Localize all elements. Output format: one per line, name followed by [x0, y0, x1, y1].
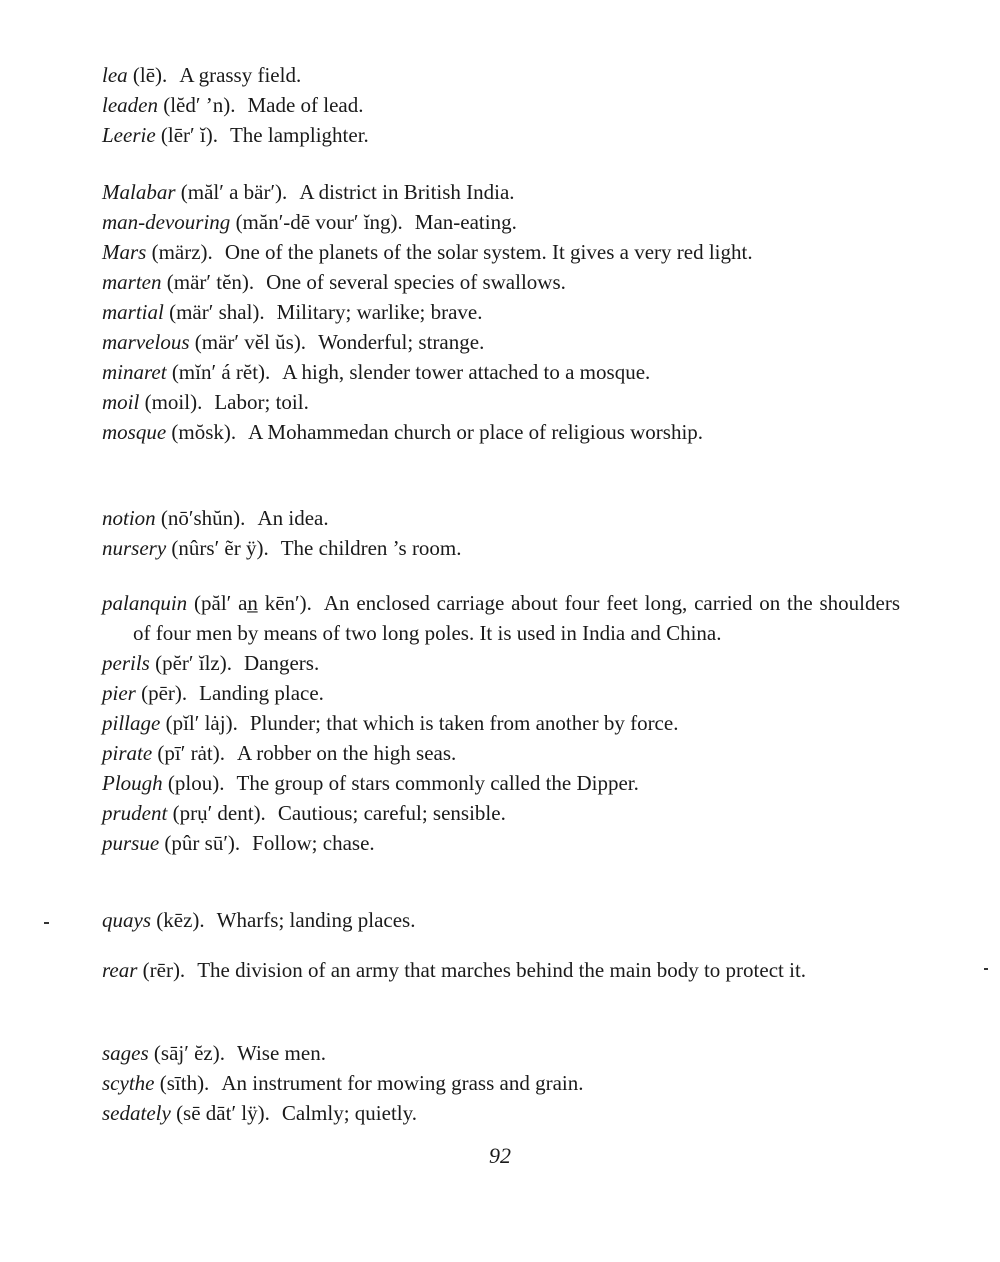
glossary-entry [102, 708, 900, 738]
entry-pronunciation: (nō′shŭn). [160, 506, 246, 530]
entry-word: perils [102, 651, 150, 675]
glossary-entry [102, 417, 900, 447]
entry-word: pirate [102, 741, 153, 765]
entry-pronunciation: (măn′-dē vour′ ĭng). [235, 210, 403, 234]
entry-pronunciation: (mĭn′ á rĕt). [171, 360, 271, 384]
entry-word: Leerie [102, 123, 156, 147]
glossary-entry [102, 955, 900, 985]
entry-pronunciation: (pēr). [141, 681, 188, 705]
entry-pronunciation: (sē dāt′ lÿ). [176, 1101, 270, 1125]
glossary-entry [102, 237, 900, 267]
glossary-entry [102, 177, 900, 207]
entry-pronunciation: (mär′ shal). [169, 300, 265, 324]
entries-m [102, 177, 900, 447]
entry-word: Malabar [102, 180, 176, 204]
entry-definition: Cautious; careful; sensible. [277, 801, 506, 825]
entry-pronunciation: (nûrs′ ẽr ÿ). [171, 536, 269, 560]
entry-word: leaden [102, 93, 158, 117]
entry-definition: An enclosed carriage about four feet long, carried on the shoulders of four men by means of two long poles. It is used in India and China. [133, 591, 900, 645]
entry-pronunciation: (mär′ tĕn). [166, 270, 255, 294]
glossary-entry [102, 207, 900, 237]
entry-word: pier [102, 681, 136, 705]
entry-pronunciation: (sīth). [159, 1071, 210, 1095]
entry-pronunciation: (mär′ vĕl ŭs). [194, 330, 307, 354]
glossary-entry [102, 387, 900, 417]
glossary-entry [102, 1068, 900, 1098]
entry-definition: A Mohammedan church or place of religious worship. [248, 420, 704, 444]
entry-definition: Calmly; quietly. [281, 1101, 418, 1125]
entry-pronunciation: (măl′ a bär′). [180, 180, 288, 204]
glossary-entry [102, 503, 900, 533]
page-number: 92 [489, 1143, 511, 1168]
entry-pronunciation: (moil). [144, 390, 203, 414]
entry-pronunciation: (prụ′ dent). [172, 801, 266, 825]
entry-pronunciation: (pī′ rȧt). [157, 741, 225, 765]
entry-pronunciation: (mŏsk). [171, 420, 237, 444]
glossary-entry [102, 297, 900, 327]
entry-word: mosque [102, 420, 167, 444]
entry-definition: Made of lead. [247, 93, 364, 117]
entries-p [102, 588, 900, 858]
glossary-entry [102, 905, 900, 935]
entries-n [102, 503, 900, 563]
glossary-entry [102, 828, 900, 858]
entry-definition: A high, slender tower attached to a mosque. [282, 360, 651, 384]
entry-definition: Military; warlike; brave. [276, 300, 483, 324]
entry-word: man-devouring [102, 210, 231, 234]
entry-word: lea [102, 63, 128, 87]
entry-definition: Labor; toil. [214, 390, 309, 414]
glossary-entry [102, 648, 900, 678]
entry-definition: An instrument for mowing grass and grain. [221, 1071, 584, 1095]
glossary-entry [102, 678, 900, 708]
entries-l [102, 60, 900, 150]
glossary-entry [102, 60, 900, 90]
glossary-entry [102, 357, 900, 387]
entry-word: nursery [102, 536, 167, 560]
entry-word: marvelous [102, 330, 190, 354]
entry-pronunciation: (kēz). [156, 908, 205, 932]
glossary-entry [102, 533, 900, 563]
entry-definition: A grassy field. [179, 63, 302, 87]
glossary-entry [102, 798, 900, 828]
entry-definition: The lamplighter. [229, 123, 369, 147]
entry-definition: A robber on the high seas. [237, 741, 457, 765]
entries-r [102, 955, 900, 985]
glossary-entry [102, 90, 900, 120]
entry-definition: The group of stars commonly called the Dipper. [236, 771, 639, 795]
entry-pronunciation: (pûr sū′). [164, 831, 241, 855]
glossary-entry [102, 1038, 900, 1068]
entry-word: prudent [102, 801, 168, 825]
glossary-entry [102, 1098, 900, 1128]
entry-word: notion [102, 506, 156, 530]
entry-definition: Plunder; that which is taken from another by force. [249, 711, 679, 735]
entry-word: sedately [102, 1101, 171, 1125]
entry-word: pursue [102, 831, 160, 855]
entries-q [102, 905, 900, 935]
entry-pronunciation: (lēr′ ĭ). [160, 123, 218, 147]
entry-pronunciation: (sāj′ ĕz). [153, 1041, 225, 1065]
entry-word: Plough [102, 771, 163, 795]
entry-definition: The children ’s room. [280, 536, 462, 560]
entry-word: rear [102, 958, 138, 982]
scan-mark-left [44, 922, 49, 924]
entry-definition: Wonderful; strange. [318, 330, 485, 354]
entry-definition: Wise men. [236, 1041, 326, 1065]
entry-definition: Follow; chase. [252, 831, 375, 855]
entry-definition: One of the planets of the solar system. It gives a very red light. [224, 240, 753, 264]
glossary-entry [102, 738, 900, 768]
entry-definition: The division of an army that marches behind the main body to protect it. [197, 958, 807, 982]
glossary-entry [102, 588, 900, 648]
entry-definition: A district in British India. [299, 180, 515, 204]
glossary-entry [102, 267, 900, 297]
scan-mark-right [984, 968, 988, 970]
entry-word: martial [102, 300, 164, 324]
entry-pronunciation: (pĕr′ ĭlz). [155, 651, 232, 675]
entries-s [102, 1038, 900, 1128]
entry-word: minaret [102, 360, 167, 384]
entry-definition: Man-eating. [414, 210, 517, 234]
glossary-entry [102, 120, 900, 150]
entry-pronunciation: (păl′ an̲ kēn′). [194, 591, 312, 615]
entry-word: Mars [102, 240, 147, 264]
entry-definition: One of several species of swallows. [266, 270, 566, 294]
entry-pronunciation: (plou). [167, 771, 225, 795]
entry-pronunciation: (lē). [132, 63, 168, 87]
entry-pronunciation: (lĕd′ ’n). [163, 93, 236, 117]
entry-word: scythe [102, 1071, 155, 1095]
entry-word: palanquin [102, 591, 188, 615]
glossary-entry [102, 327, 900, 357]
entry-word: pillage [102, 711, 161, 735]
entry-definition: Wharfs; landing places. [216, 908, 416, 932]
entry-pronunciation: (märz). [151, 240, 213, 264]
entry-word: marten [102, 270, 162, 294]
entry-word: moil [102, 390, 140, 414]
entry-word: quays [102, 908, 151, 932]
entry-pronunciation: (pĭl′ lȧj). [165, 711, 238, 735]
entry-definition: Dangers. [243, 651, 320, 675]
entry-definition: An idea. [257, 506, 329, 530]
entry-pronunciation: (rēr). [142, 958, 186, 982]
entry-definition: Landing place. [199, 681, 324, 705]
glossary-entry [102, 768, 900, 798]
entry-word: sages [102, 1041, 149, 1065]
